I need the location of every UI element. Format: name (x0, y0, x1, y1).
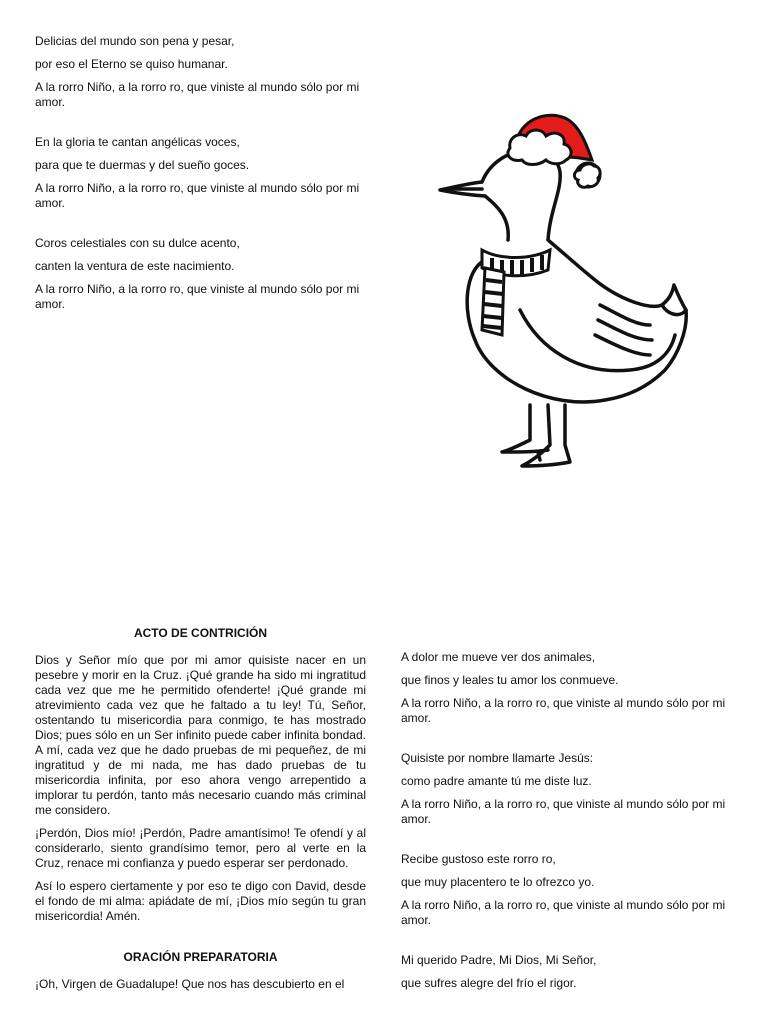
contricion-paragraph: Así lo espero ciertamente y por eso te digo con David, desde el fondo de mi alma: apiádate de mí, ¡Dios mío según tu gran misericordia! Amén. (35, 879, 366, 923)
stanza-line: En la gloria te cantan angélicas voces, (35, 135, 240, 149)
duck-with-santa-hat-and-scarf-icon (430, 100, 700, 490)
stanza-refrain: A la rorro Niño, a la rorro ro, que viniste al mundo sólo por mi amor. (401, 696, 726, 725)
contricion-paragraph: Dios y Señor mío que por mi amor quisiste nacer en un pesebre y morir en la Cruz. ¡Qué grande ha sido mi ingratitud cada vez que me he permitido ofenderte! ¡Qué grande mi atrevimiento cada vez que he faltado a tu ley! Tú, Señor, ostentando tu misericordia para conmigo, te has mostrado Dios; pues sólo en un Ser infinito puede caber infinita bondad. A mí, cada vez que he dado pruebas de mi pequeñez, de mi ingratitud y de mi nada, me has dado pruebas de tu misericordia infinita, por eso ahora vengo arrepentido a implorar tu perdón, tanto más necesario cuando más criminal me considero. (35, 653, 366, 817)
stanza-refrain: A la rorro Niño, a la rorro ro, que viniste al mundo sólo por mi amor. (35, 181, 360, 210)
stanza-4 (401, 650, 731, 726)
stanza-refrain: A la rorro Niño, a la rorro ro, que viniste al mundo sólo por mi amor. (35, 282, 360, 311)
top-stanzas (35, 34, 365, 337)
stanza-refrain: A la rorro Niño, a la rorro ro, que viniste al mundo sólo por mi amor. (401, 797, 726, 826)
stanza-line: que finos y leales tu amor los conmueve. (401, 673, 619, 687)
stanza-1 (35, 34, 365, 110)
stanza-line: como padre amante tú me diste luz. (401, 774, 592, 788)
stanza-6 (401, 852, 731, 928)
stanza-line: Recibe gustoso este rorro ro, (401, 852, 556, 866)
stanza-3 (35, 236, 365, 312)
stanza-refrain: A la rorro Niño, a la rorro ro, que viniste al mundo sólo por mi amor. (401, 898, 726, 927)
stanza-7 (401, 953, 731, 991)
stanza-5 (401, 751, 731, 827)
stanza-line: Mi querido Padre, Mi Dios, Mi Señor, (401, 953, 597, 967)
prayers-column (35, 626, 366, 1000)
stanza-refrain: A la rorro Niño, a la rorro ro, que viniste al mundo sólo por mi amor. (35, 80, 360, 109)
right-stanzas (401, 650, 731, 1016)
stanza-2 (35, 135, 365, 211)
stanza-line: Quisiste por nombre llamarte Jesús: (401, 751, 594, 765)
stanza-line: Coros celestiales con su dulce acento, (35, 236, 240, 250)
contricion-paragraph: ¡Perdón, Dios mío! ¡Perdón, Padre amantísimo! Te ofendí y al considerarlo, siento grandísimo temor, pero al verte en la Cruz, renace mi confianza y puedo esperar ser perdonado. (35, 826, 366, 870)
stanza-line: por eso el Eterno se quiso humanar. (35, 57, 228, 71)
stanza-line: para que te duermas y del sueño goces. (35, 158, 250, 172)
preparatoria-title: ORACIÓN PREPARATORIA (123, 950, 278, 964)
stanza-line: A dolor me mueve ver dos animales, (401, 650, 596, 664)
stanza-line: canten la ventura de este nacimiento. (35, 259, 235, 273)
contricion-title: ACTO DE CONTRICIÓN (133, 626, 268, 640)
stanza-line: que sufres alegre del frío el rigor. (401, 976, 577, 990)
stanza-line: que muy placentero te lo ofrezco yo. (401, 875, 595, 889)
stanza-line: Delicias del mundo son pena y pesar, (35, 34, 235, 48)
preparatoria-paragraph: ¡Oh, Virgen de Guadalupe! Que nos has descubierto en el (35, 977, 345, 991)
